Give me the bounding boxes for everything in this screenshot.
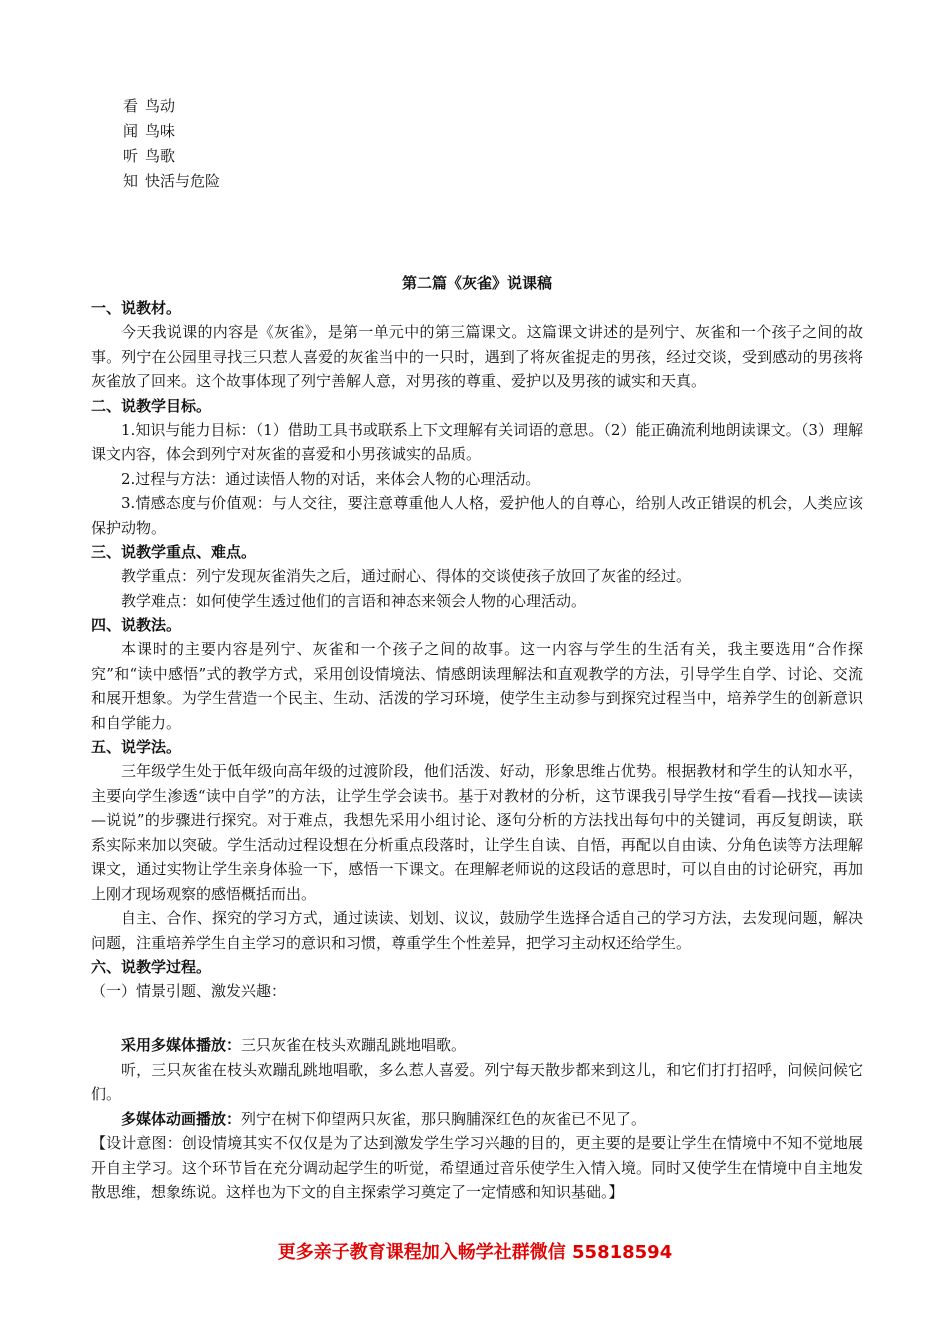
paragraph: 教学难点：如何使学生透过他们的言语和神态来领会人物的心理活动。 (121, 591, 587, 610)
spacer (91, 1003, 863, 1033)
list-verb: 听 (123, 147, 139, 165)
list-verb: 知 (123, 172, 139, 190)
section-heading: 一、说教材。 (91, 299, 182, 317)
media-line (91, 1107, 863, 1132)
page-title: 第二篇《灰雀》说课稿 (401, 274, 552, 292)
paragraph: 三年级学生处于低年级向高年级的过渡阶段，他们活泼、好动，形象思维占优势。根据教材和学生的认知水平，主要向学生渗透“读中自学”的方法，让学生学会读书。基于对教材的分析，这节课我引导学生按“看看—找找—读读—说说”的步骤进行探究。对于难点，我想先采用小组讨论、逐句分析的方法找出每句中的关键词，再反复朗读，联系实际来加以突破。学生活动过程设想在分析重点段落时，让学生自读、自悟，再配以自由读、分角色读等方法理解课文，通过实物让学生亲身体验一下，感悟一下课文。在理解老师说的这段话的意思时，可以自由的讨论研究，再加上刚才现场观察的感悟概括而出。 (91, 762, 863, 903)
section-heading: 四、说教法。 (91, 616, 182, 634)
list-item (123, 169, 220, 194)
list-verb: 看 (123, 97, 139, 115)
media-text: 列宁在树下仰望两只灰雀，那只胸脯深红色的灰雀已不见了。 (241, 1109, 647, 1128)
list-object: 快活与危险 (145, 172, 221, 190)
section-heading: 五、说学法。 (91, 738, 182, 756)
paragraph: 3.情感态度与价值观：与人交往，要注意尊重他人人格，爱护他人的自尊心，给别人改正错误的机会，人类应该保护动物。 (91, 494, 863, 537)
paragraph: 本课时的主要内容是列宁、灰雀和一个孩子之间的故事。这一内容与学生的生活有关，我主要选用“合作探究”和“读中感悟”式的教学方式，采用创设情境法、情感朗读理解法和直观教学的方法，引导学生自学、讨论、交流和展开想象。为学生营造一个民主、生动、活泼的学习环境，使学生主动参与到探究过程当中，培养学生的创新意识和自学能力。 (91, 640, 863, 732)
list-item (123, 119, 220, 144)
media-label: 多媒体动画播放： (121, 1109, 242, 1128)
list-object: 鸟歌 (145, 147, 176, 165)
paragraph: 2.过程与方法：通过读悟人物的对话，来体会人物的心理活动。 (121, 469, 541, 488)
media-line (91, 1033, 863, 1058)
list-verb: 闻 (123, 122, 139, 140)
section-heading: 三、说教学重点、难点。 (91, 543, 257, 561)
paragraph: 1.知识与能力目标：（1）借助工具书或联系上下文理解有关词语的意思。（2）能正确流利地朗读课文。（3）理解课文内容，体会到列宁对灰雀的喜爱和小男孩诚实的品质。 (91, 420, 863, 463)
subsection-heading: （一）情景引题、激发兴趣： (91, 982, 287, 1000)
list-item (123, 144, 220, 169)
media-text: 三只灰雀在枝头欢蹦乱跳地唱歌。 (241, 1036, 467, 1054)
footer-ad: 更多亲子教育课程加入畅学社群微信 55818594 (277, 1242, 673, 1263)
top-list (123, 94, 220, 194)
paragraph: 自主、合作、探究的学习方式，通过读读、划划、议议，鼓励学生选择合适自己的学习方法，去发现问题，解决问题，注重培养学生自主学习的意识和习惯，尊重学生个性差异，把学习主动权还给学生。 (91, 909, 863, 952)
paragraph: 今天我说课的内容是《灰雀》，是第一单元中的第三篇课文。这篇课文讲述的是列宁、灰雀和一个孩子之间的故事。列宁在公园里寻找三只惹人喜爱的灰雀当中的一只时，遇到了将灰雀捉走的男孩，经过交谈，受到感动的男孩将灰雀放了回来。这个故事体现了列宁善解人意，对男孩的尊重、爱护以及男孩的诚实和天真。 (91, 323, 863, 390)
section-heading: 六、说教学过程。 (91, 958, 212, 976)
design-note: 【设计意图：创设情境其实不仅仅是为了达到激发学生学习兴趣的目的，更主要的是要让学生在情境中不知不觉地展开自主学习。这个环节旨在充分调动起学生的听觉，希望通过音乐使学生入情入境。同时又使学生在情境中自主地发散思维，想象练说。这样也为下文的自主探索学习奠定了一定情感和知识基础。】 (91, 1134, 863, 1201)
list-object: 鸟动 (145, 97, 176, 115)
list-object: 鸟味 (145, 122, 176, 140)
paragraph: 听，三只灰雀在枝头欢蹦乱跳地唱歌，多么惹人喜爱。列宁每天散步都来到这儿，和它们打打招呼，问候问候它们。 (91, 1060, 863, 1103)
paragraph: 教学重点：列宁发现灰雀消失之后，通过耐心、得体的交谈使孩子放回了灰雀的经过。 (121, 567, 692, 585)
document-body (91, 272, 863, 1205)
section-heading: 二、说教学目标。 (91, 396, 212, 415)
media-label: 采用多媒体播放： (121, 1036, 242, 1054)
list-item (123, 94, 220, 119)
